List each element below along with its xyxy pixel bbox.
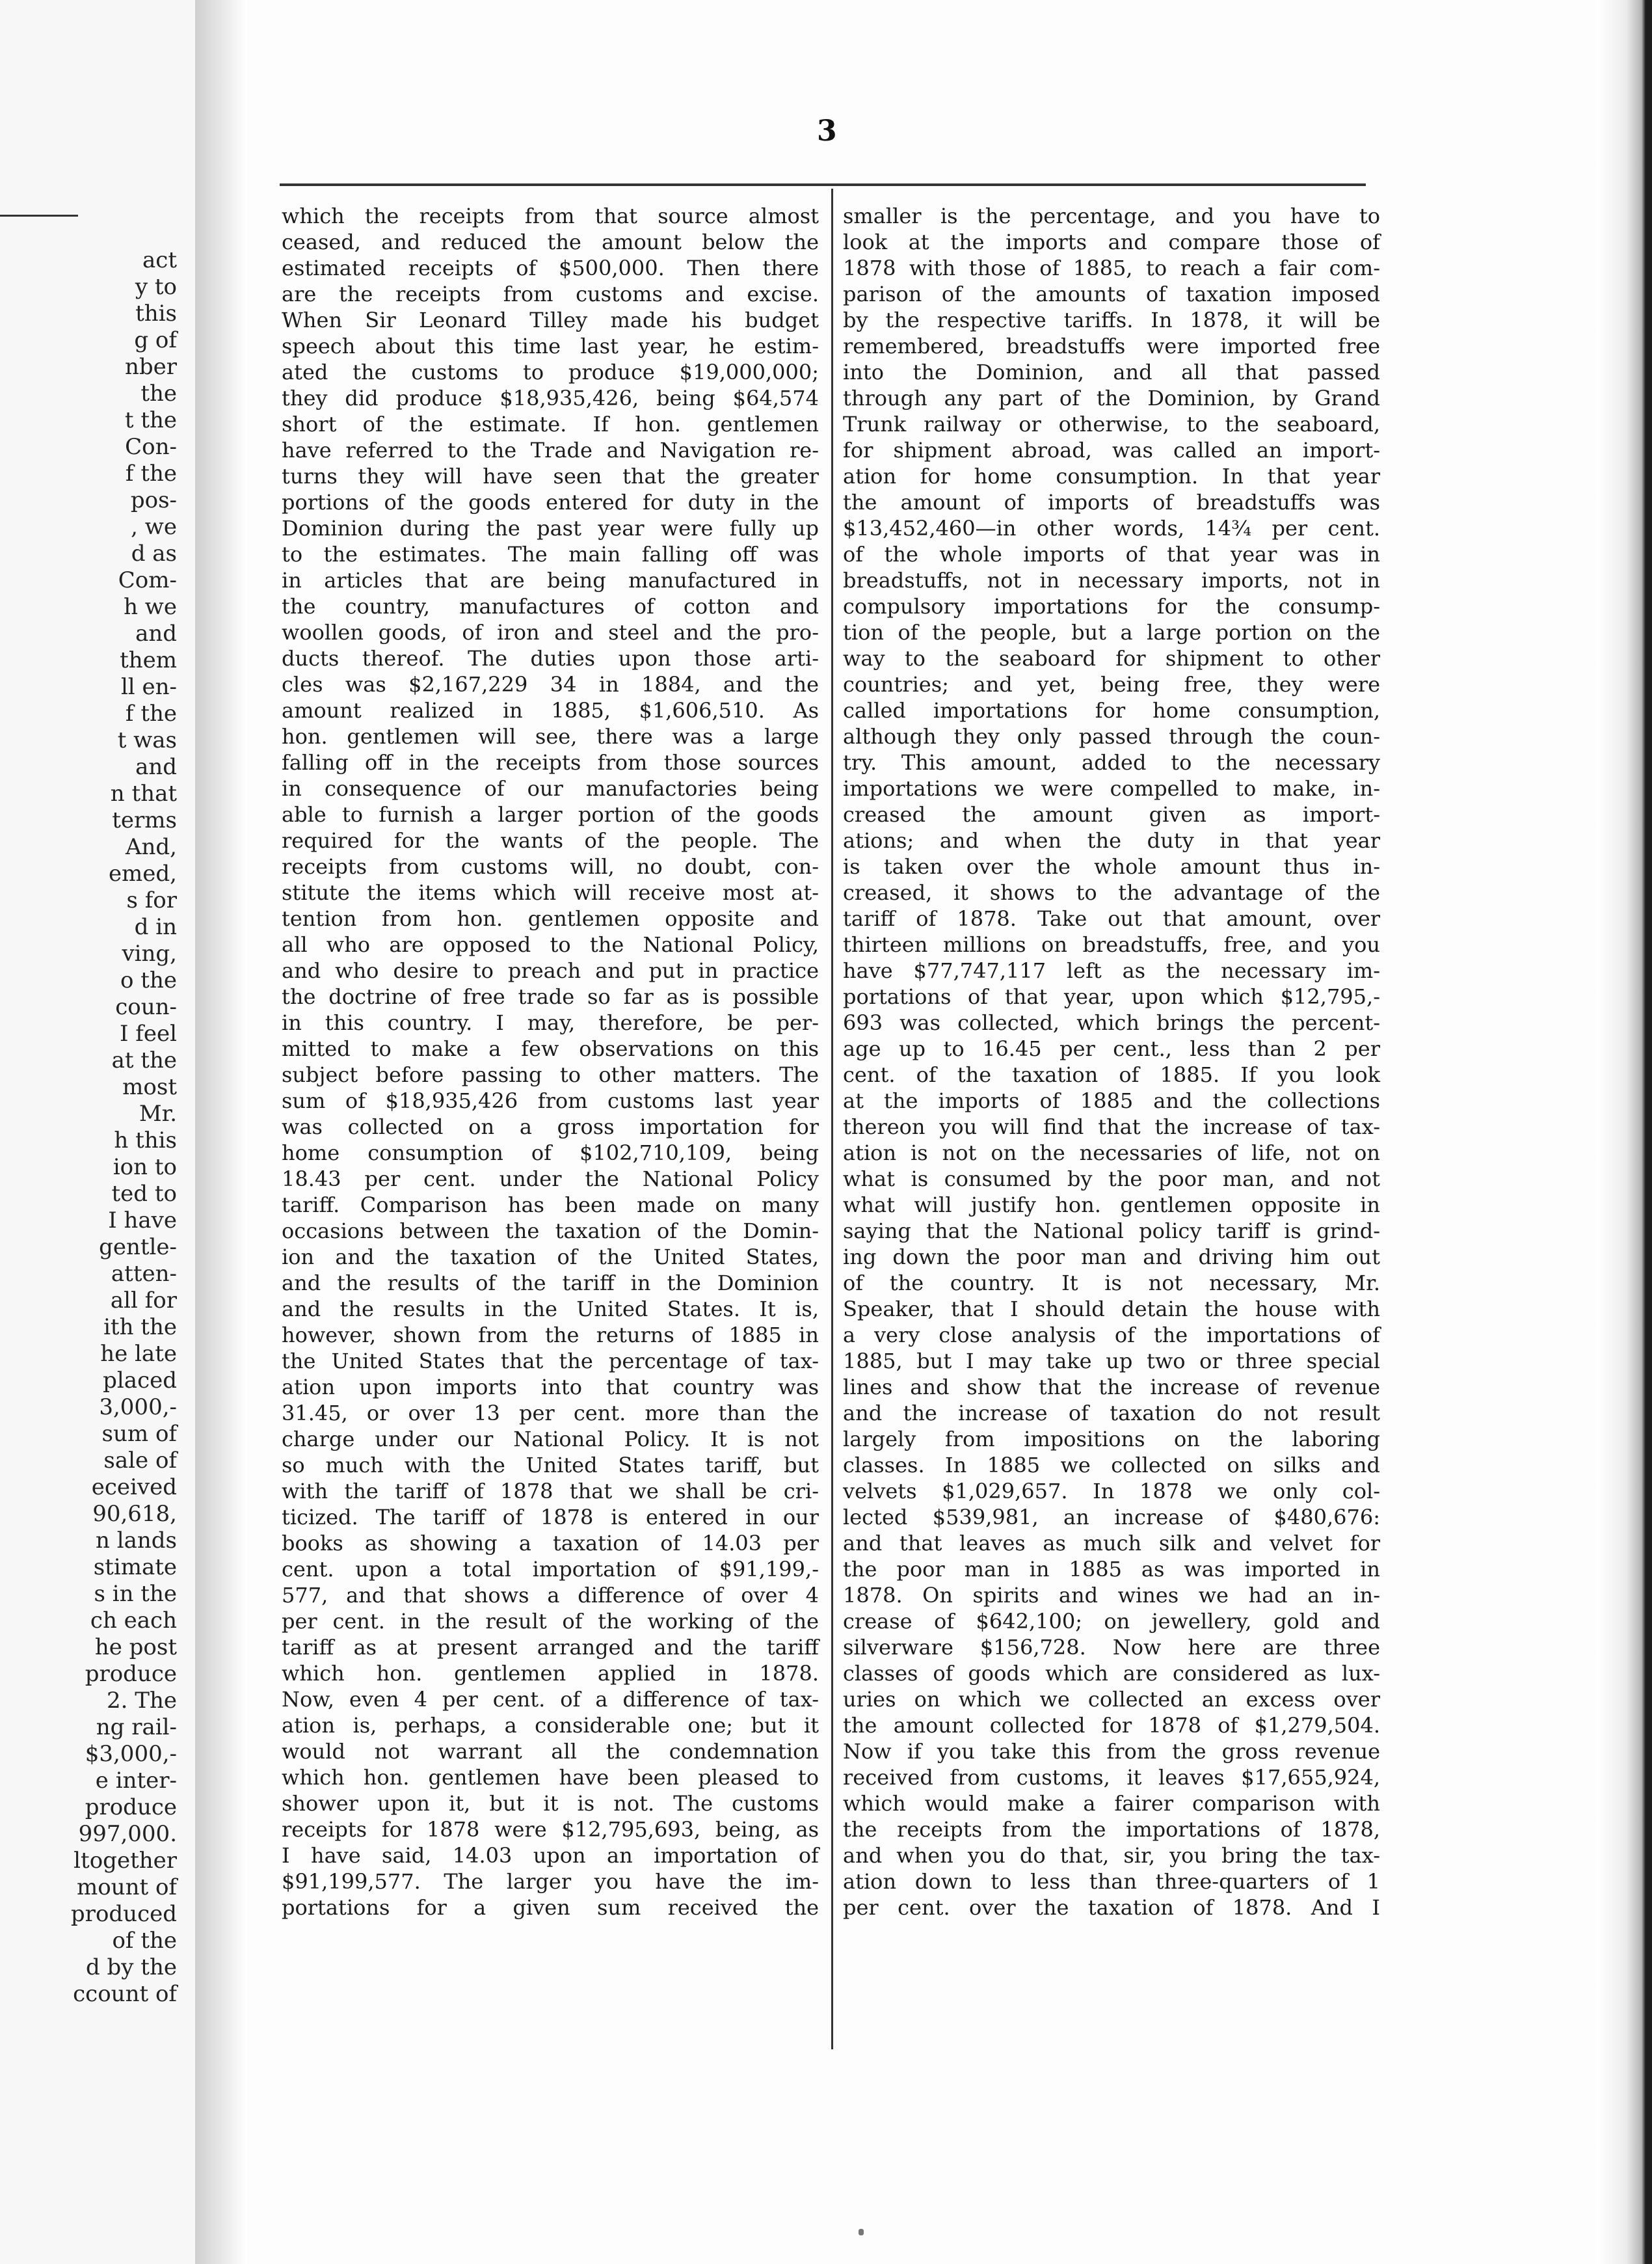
facing-text-fragment: $3,000,- xyxy=(85,1741,177,1767)
facing-text-fragment: ith the xyxy=(103,1314,177,1340)
text-line: I have said, 14.03 upon an importation of xyxy=(282,1843,819,1868)
text-line: all who are opposed to the National Policy, xyxy=(282,932,819,957)
facing-text-fragment: f the xyxy=(125,701,177,727)
text-line: although they only passed through the coun- xyxy=(843,724,1380,749)
text-line: able to furnish a larger portion of the goods xyxy=(282,802,819,827)
text-line: classes. In 1885 we collected on silks and xyxy=(843,1453,1380,1477)
text-line: tariff of 1878. Take out that amount, over xyxy=(843,906,1380,931)
facing-text-fragment: ted to xyxy=(111,1181,177,1207)
text-line: receipts for 1878 were $12,795,693, being, as xyxy=(282,1817,819,1842)
text-line: for shipment abroad, was called an import- xyxy=(843,438,1380,463)
text-line: of the country. It is not necessary, Mr. xyxy=(843,1271,1380,1295)
facing-text-fragment: ving, xyxy=(122,941,177,967)
text-line: the amount of imports of breadstuffs was xyxy=(843,490,1380,515)
facing-text-fragment: 997,000. xyxy=(78,1821,177,1847)
column-divider xyxy=(831,189,833,2049)
text-line: Speaker, that I should detain the house with xyxy=(843,1297,1380,1321)
text-line: in articles that are being manufactured in xyxy=(282,568,819,593)
text-line: uries on which we collected an excess over xyxy=(843,1687,1380,1712)
facing-text-fragment: this xyxy=(135,301,177,327)
text-line: When Sir Leonard Tilley made his budget xyxy=(282,308,819,332)
text-line: would not warrant all the condemnation xyxy=(282,1739,819,1764)
text-line: ation is not on the necessaries of life, not on xyxy=(843,1140,1380,1165)
text-line: look at the imports and compare those of xyxy=(843,230,1380,254)
text-line: speech about this time last year, he estim- xyxy=(282,334,819,358)
facing-text-fragment: s in the xyxy=(94,1581,177,1607)
text-line: ation is, perhaps, a considerable one; but it xyxy=(282,1713,819,1738)
text-line: crease of $642,100; on jewellery, gold and xyxy=(843,1609,1380,1634)
facing-text-fragment: nber xyxy=(124,354,177,380)
text-line: woollen goods, of iron and steel and the pro- xyxy=(282,620,819,645)
facing-text-fragment: coun- xyxy=(115,994,177,1020)
text-line: books as showing a taxation of 14.03 per xyxy=(282,1531,819,1556)
text-line: Trunk railway or otherwise, to the seaboard, xyxy=(843,412,1380,437)
text-line: ion and the taxation of the United States, xyxy=(282,1245,819,1269)
facing-text-fragment: atten- xyxy=(111,1261,177,1287)
text-line: $91,199,577. The larger you have the im- xyxy=(282,1869,819,1894)
text-line: Dominion during the past year were fully up xyxy=(282,516,819,541)
text-line: cles was $2,167,229 34 in 1884, and the xyxy=(282,672,819,697)
facing-text-fragment: mount of xyxy=(76,1874,177,1900)
text-line: portions of the goods entered for duty in the xyxy=(282,490,819,515)
page-number: 3 xyxy=(817,115,837,148)
facing-text-fragment: all for xyxy=(110,1287,177,1314)
text-line: smaller is the percentage, and you have to xyxy=(843,204,1380,228)
text-line: shower upon it, but it is not. The customs xyxy=(282,1791,819,1816)
text-line: lines and show that the increase of revenue xyxy=(843,1375,1380,1399)
text-line: which hon. gentlemen have been pleased to xyxy=(282,1765,819,1790)
facing-page-rule xyxy=(0,215,78,217)
text-line: in this country. I may, therefore, be per- xyxy=(282,1010,819,1035)
facing-text-fragment: t was xyxy=(117,727,177,753)
text-line: saying that the National policy tariff is grind- xyxy=(843,1219,1380,1243)
gutter-shadow xyxy=(195,0,247,2264)
text-line: silverware $156,728. Now here are three xyxy=(843,1635,1380,1660)
facing-text-fragment: and xyxy=(135,621,177,647)
text-line: creased the amount given as import- xyxy=(843,802,1380,827)
facing-text-fragment: e inter- xyxy=(95,1768,177,1794)
facing-text-fragment: Com- xyxy=(118,567,177,593)
facing-text-fragment: eceived xyxy=(91,1474,177,1500)
text-line: portations for a given sum received the xyxy=(282,1895,819,1920)
page-edge xyxy=(1597,0,1652,2264)
text-line: the country, manufactures of cotton and xyxy=(282,594,819,619)
text-line: and that leaves as much silk and velvet for xyxy=(843,1531,1380,1556)
text-line: per cent. in the result of the working of the xyxy=(282,1609,819,1634)
facing-text-fragment: y to xyxy=(135,274,177,300)
text-line: $13,452,460—in other words, 14¾ per cent. xyxy=(843,516,1380,541)
text-line: velvets $1,029,657. In 1878 we only col- xyxy=(843,1479,1380,1503)
facing-text-fragment: them xyxy=(120,647,177,673)
facing-text-fragment: most xyxy=(122,1074,177,1100)
facing-text-fragment: d as xyxy=(131,541,177,567)
text-line: what is consumed by the poor man, and not xyxy=(843,1166,1380,1191)
facing-text-fragment: Con- xyxy=(125,434,177,460)
facing-text-fragment: ch each xyxy=(90,1608,177,1634)
text-line: 693 was collected, which brings the percent- xyxy=(843,1010,1380,1035)
text-line: turns they will have seen that the greater xyxy=(282,464,819,489)
facing-text-fragment: h we xyxy=(124,594,177,620)
facing-text-fragment: ll en- xyxy=(120,674,177,700)
text-line: 1878 with those of 1885, to reach a fair com- xyxy=(843,256,1380,280)
facing-text-fragment: s for xyxy=(126,887,177,913)
facing-page-fragment xyxy=(0,0,198,2264)
text-line: ticized. The tariff of 1878 is entered in our xyxy=(282,1505,819,1530)
facing-text-fragment: placed xyxy=(103,1368,177,1394)
text-line: falling off in the receipts from those sources xyxy=(282,750,819,775)
text-line: and who desire to preach and put in practice xyxy=(282,958,819,983)
text-line: with the tariff of 1878 that we shall be cri- xyxy=(282,1479,819,1503)
text-column-left xyxy=(282,203,819,1920)
facing-text-fragment: I feel xyxy=(120,1021,177,1047)
facing-text-fragment: at the xyxy=(111,1047,177,1073)
text-line: ations; and when the duty in that year xyxy=(843,828,1380,853)
text-line: ing down the poor man and driving him out xyxy=(843,1245,1380,1269)
text-line: the United States that the percentage of tax- xyxy=(282,1349,819,1373)
facing-text-fragment: ccount of xyxy=(73,1981,177,2007)
text-line: home consumption of $102,710,109, being xyxy=(282,1140,819,1165)
facing-text-fragment: of the xyxy=(112,1928,177,1954)
text-line: required for the wants of the people. The xyxy=(282,828,819,853)
facing-text-fragment: emed, xyxy=(108,861,177,887)
text-line: Now if you take this from the gross revenue xyxy=(843,1739,1380,1764)
text-line: into the Dominion, and all that passed xyxy=(843,360,1380,384)
facing-text-fragment: ion to xyxy=(113,1154,177,1180)
text-line: charge under our National Policy. It is not xyxy=(282,1427,819,1451)
text-line: they did produce $18,935,426, being $64,574 xyxy=(282,386,819,411)
text-line: 18.43 per cent. under the National Policy xyxy=(282,1166,819,1191)
text-line: subject before passing to other matters. The xyxy=(282,1062,819,1087)
text-line: tariff. Comparison has been made on many xyxy=(282,1193,819,1217)
text-line: what will justify hon. gentlemen opposite in xyxy=(843,1193,1380,1217)
facing-page-text xyxy=(14,247,177,2008)
text-line: cent. of the taxation of 1885. If you look xyxy=(843,1062,1380,1087)
text-line: which the receipts from that source almost xyxy=(282,204,819,228)
text-line: occasions between the taxation of the Domin- xyxy=(282,1219,819,1243)
text-column-right xyxy=(843,203,1380,1920)
text-line: cent. upon a total importation of $91,199,- xyxy=(282,1557,819,1582)
text-line: per cent. over the taxation of 1878. And I xyxy=(843,1895,1380,1920)
text-line: remembered, breadstuffs were imported free xyxy=(843,334,1380,358)
text-line: at the imports of 1885 and the collections xyxy=(843,1088,1380,1113)
facing-text-fragment: d by the xyxy=(85,1954,177,1980)
text-line: the amount collected for 1878 of $1,279,504. xyxy=(843,1713,1380,1738)
text-line: 1878. On spirits and wines we had an in- xyxy=(843,1583,1380,1608)
text-line: age up to 16.45 per cent., less than 2 per xyxy=(843,1036,1380,1061)
text-line: tion of the people, but a large portion on the xyxy=(843,620,1380,645)
text-line: amount realized in 1885, $1,606,510. As xyxy=(282,698,819,723)
facing-text-fragment: act xyxy=(142,247,177,273)
text-line: hon. gentlemen will see, there was a large xyxy=(282,724,819,749)
text-line: and the increase of taxation do not result xyxy=(843,1401,1380,1425)
facing-text-fragment: pos- xyxy=(130,487,177,513)
text-line: short of the estimate. If hon. gentlemen xyxy=(282,412,819,437)
text-line: tariff as at present arranged and the tariff xyxy=(282,1635,819,1660)
facing-text-fragment: f the xyxy=(125,461,177,487)
facing-text-fragment: ltogether xyxy=(73,1848,177,1874)
text-line: the doctrine of free trade so far as is possible xyxy=(282,984,819,1009)
text-line: ation upon imports into that country was xyxy=(282,1375,819,1399)
facing-text-fragment: , we xyxy=(131,514,177,540)
text-line: the poor man in 1885 as was imported in xyxy=(843,1557,1380,1582)
text-line: through any part of the Dominion, by Grand xyxy=(843,386,1380,411)
facing-text-fragment: I have xyxy=(108,1207,177,1233)
text-line: way to the seaboard for shipment to other xyxy=(843,646,1380,671)
text-line: received from customs, it leaves $17,655,924, xyxy=(843,1765,1380,1790)
text-line: 577, and that shows a difference of over 4 xyxy=(282,1583,819,1608)
text-line: by the respective tariffs. In 1878, it will be xyxy=(843,308,1380,332)
text-line: is taken over the whole amount thus in- xyxy=(843,854,1380,879)
text-line: called importations for home consumption, xyxy=(843,698,1380,723)
text-line: which would make a fairer comparison with xyxy=(843,1791,1380,1816)
text-line: sum of $18,935,426 from customs last year xyxy=(282,1088,819,1113)
text-line: classes of goods which are considered as lux- xyxy=(843,1661,1380,1686)
text-line: ducts thereof. The duties upon those arti- xyxy=(282,646,819,671)
text-line: portations of that year, upon which $12,795,- xyxy=(843,984,1380,1009)
text-line: compulsory importations for the consump- xyxy=(843,594,1380,619)
text-line: receipts from customs will, no doubt, con- xyxy=(282,854,819,879)
facing-text-fragment: n that xyxy=(110,781,177,807)
facing-text-fragment: produce xyxy=(85,1661,177,1687)
text-line: Now, even 4 per cent. of a difference of tax- xyxy=(282,1687,819,1712)
text-line: in consequence of our manufactories being xyxy=(282,776,819,801)
text-line: have referred to the Trade and Navigation re- xyxy=(282,438,819,463)
facing-text-fragment: 90,618, xyxy=(92,1501,177,1527)
text-line: creased, it shows to the advantage of the xyxy=(843,880,1380,905)
facing-text-fragment: n lands xyxy=(96,1528,177,1554)
facing-text-fragment: d in xyxy=(134,914,177,940)
facing-text-fragment: Mr. xyxy=(139,1101,177,1127)
text-line: however, shown from the returns of 1885 in xyxy=(282,1323,819,1347)
text-line: are the receipts from customs and excise. xyxy=(282,282,819,306)
facing-text-fragment: sale of xyxy=(103,1448,177,1474)
ink-mark xyxy=(859,2229,864,2235)
facing-text-fragment: the xyxy=(140,381,177,407)
facing-text-fragment: g of xyxy=(134,327,177,353)
text-line: and the results in the United States. It is, xyxy=(282,1297,819,1321)
text-line: importations we were compelled to make, in- xyxy=(843,776,1380,801)
text-line: so much with the United States tariff, but xyxy=(282,1453,819,1477)
facing-text-fragment: gentle- xyxy=(99,1234,177,1260)
facing-text-fragment: 3,000,- xyxy=(99,1394,177,1420)
text-line: thirteen millions on breadstuffs, free, and you xyxy=(843,932,1380,957)
facing-text-fragment: o the xyxy=(120,967,177,993)
text-line: 1885, but I may take up two or three special xyxy=(843,1349,1380,1373)
facing-text-fragment: terms xyxy=(112,807,177,833)
text-line: to the estimates. The main falling off was xyxy=(282,542,819,567)
text-line: tention from hon. gentlemen opposite and xyxy=(282,906,819,931)
text-line: ated the customs to produce $19,000,000; xyxy=(282,360,819,384)
text-line: ation down to less than three-quarters of 1 xyxy=(843,1869,1380,1894)
facing-text-fragment: h this xyxy=(114,1127,177,1153)
text-line: and the results of the tariff in the Dominion xyxy=(282,1271,819,1295)
facing-text-fragment: he late xyxy=(100,1341,177,1367)
text-line: a very close analysis of the importations of xyxy=(843,1323,1380,1347)
text-line: parison of the amounts of taxation imposed xyxy=(843,282,1380,306)
text-line: have $77,747,117 left as the necessary im- xyxy=(843,958,1380,983)
text-line: mitted to make a few observations on this xyxy=(282,1036,819,1061)
text-line: 31.45, or over 13 per cent. more than the xyxy=(282,1401,819,1425)
facing-text-fragment: ng rail- xyxy=(96,1714,177,1740)
text-line: breadstuffs, not in necessary imports, not in xyxy=(843,568,1380,593)
text-line: estimated receipts of $500,000. Then there xyxy=(282,256,819,280)
text-line: try. This amount, added to the necessary xyxy=(843,750,1380,775)
facing-text-fragment: 2. The xyxy=(107,1688,177,1714)
text-line: largely from impositions on the laboring xyxy=(843,1427,1380,1451)
header-rule xyxy=(280,183,1366,186)
facing-text-fragment: produced xyxy=(70,1901,177,1927)
text-line: which hon. gentlemen applied in 1878. xyxy=(282,1661,819,1686)
text-line: thereon you will find that the increase of tax- xyxy=(843,1114,1380,1139)
text-line: ceased, and reduced the amount below the xyxy=(282,230,819,254)
facing-text-fragment: And, xyxy=(125,834,177,860)
text-line: of the whole imports of that year was in xyxy=(843,542,1380,567)
text-line: stitute the items which will receive most at- xyxy=(282,880,819,905)
text-line: ation for home consumption. In that year xyxy=(843,464,1380,489)
text-line: countries; and yet, being free, they were xyxy=(843,672,1380,697)
text-line: was collected on a gross importation for xyxy=(282,1114,819,1139)
text-line: the receipts from the importations of 1878, xyxy=(843,1817,1380,1842)
facing-text-fragment: stimate xyxy=(93,1554,177,1580)
facing-text-fragment: produce xyxy=(85,1794,177,1820)
text-line: lected $539,981, an increase of $480,676: xyxy=(843,1505,1380,1530)
facing-text-fragment: sum of xyxy=(101,1421,177,1447)
facing-text-fragment: and xyxy=(135,754,177,780)
facing-text-fragment: he post xyxy=(94,1634,177,1660)
facing-text-fragment: t the xyxy=(124,407,177,433)
text-line: and when you do that, sir, you bring the tax- xyxy=(843,1843,1380,1868)
